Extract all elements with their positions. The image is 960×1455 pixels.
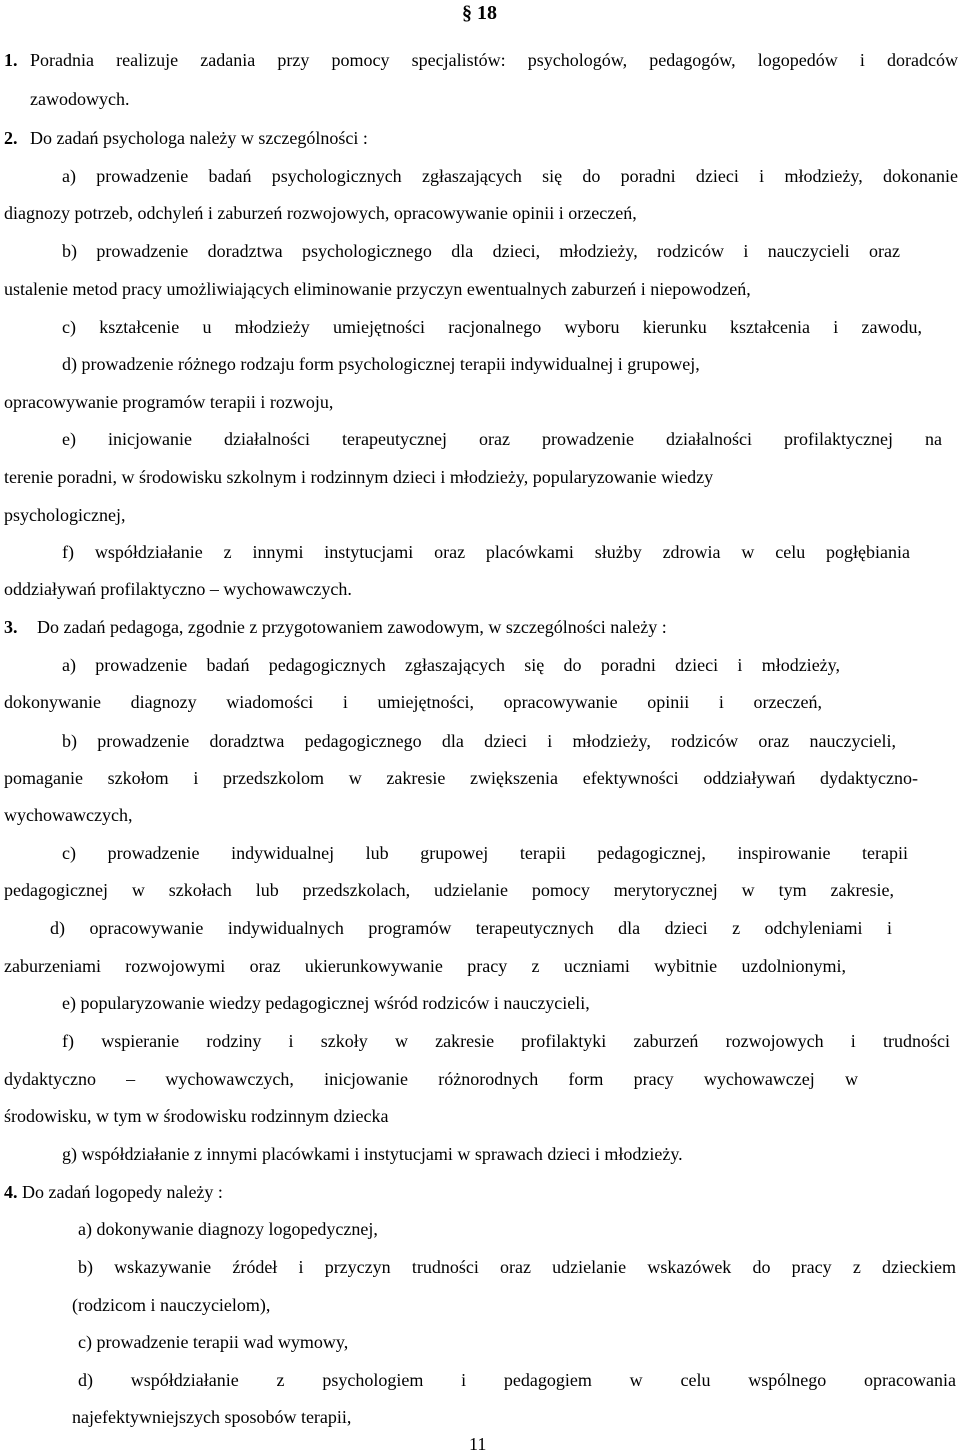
item-4-intro: Do zadań logopedy należy : <box>22 1182 223 1202</box>
pedagogue-task-line: a) prowadzenie badań pedagogicznych zgłaszających się do poradni dzieci i młodzieży, <box>62 655 840 675</box>
pedagogue-task-line: f) wspieranie rodziny i szkoły w zakresie profilaktyki zaburzeń rozwojowych i trudności <box>62 1031 950 1051</box>
pedagogue-task-line: e) popularyzowanie wiedzy pedagogicznej wśród rodziców i nauczycieli, <box>62 993 590 1013</box>
pedagogue-task-line: dokonywanie diagnozy wiadomości i umiejętności, opracowywanie opinii i orzeczeń, <box>4 692 822 712</box>
pedagogue-task-line: środowisku, w tym w środowisku rodzinnym dziecka <box>4 1106 389 1126</box>
page-number: 11 <box>469 1434 487 1454</box>
item-2-number: 2. <box>4 128 18 148</box>
psychologist-task-line: b) prowadzenie doradztwa psychologicznego dla dzieci, młodzieży, rodziców i nauczycieli oraz <box>62 241 900 261</box>
item-2-intro: Do zadań psychologa należy w szczególności : <box>30 128 368 148</box>
psychologist-task-line: c) kształcenie u młodzieży umiejętności racjonalnego wyboru kierunku kształcenia i zawodu, <box>62 317 922 337</box>
psychologist-task-line: opracowywanie programów terapii i rozwoju, <box>4 392 334 412</box>
psychologist-task-line: terenie poradni, w środowisku szkolnym i rodzinnym dzieci i młodzieży, popularyzowanie wiedzy <box>4 467 714 487</box>
section-title: § 18 <box>462 2 497 24</box>
psychologist-task-line: e) inicjowanie działalności terapeutycznej oraz prowadzenie działalności profilaktycznej na <box>62 429 942 449</box>
speech-therapist-task-line: a) dokonywanie diagnozy logopedycznej, <box>78 1219 378 1239</box>
pedagogue-task-line: wychowawczych, <box>4 805 133 825</box>
pedagogue-task-line: g) współdziałanie z innymi placówkami i instytucjami w sprawach dzieci i młodzieży. <box>62 1144 683 1164</box>
speech-therapist-task-line: najefektywniejszych sposobów terapii, <box>72 1407 352 1427</box>
speech-therapist-task-line: (rodzicom i nauczycielom), <box>72 1295 271 1315</box>
pedagogue-task-line: pedagogicznej w szkołach lub przedszkolach, udzielanie pomocy merytorycznej w tym zakresie, <box>4 880 894 900</box>
pedagogue-task-line: pomaganie szkołom i przedszkolom w zakresie zwiększenia efektywności oddziaływań dydaktyczno- <box>4 768 918 788</box>
psychologist-task-line: psychologicznej, <box>4 505 126 525</box>
psychologist-task-line: oddziaływań profilaktyczno – wychowawczych. <box>4 579 352 599</box>
item-1-line: Poradnia realizuje zadania przy pomocy specjalistów: psychologów, pedagogów, logopedów i doradców <box>30 50 958 70</box>
psychologist-task-line: ustalenie metod pracy umożliwiających eliminowanie przyczyn ewentualnych zaburzeń i niepowodzeń, <box>4 279 751 299</box>
pedagogue-task-line: zaburzeniami rozwojowymi oraz ukierunkowywanie pracy z uczniami wybitnie uzdolnionymi, <box>4 956 846 976</box>
item-3-intro: Do zadań pedagoga, zgodnie z przygotowaniem zawodowym, w szczególności należy : <box>37 617 667 637</box>
psychologist-task-line: diagnozy potrzeb, odchyleń i zaburzeń rozwojowych, opracowywanie opinii i orzeczeń, <box>4 203 637 223</box>
pedagogue-task-line: dydaktyczno – wychowawczych, inicjowanie różnorodnych form pracy wychowawczej w <box>4 1069 858 1089</box>
speech-therapist-task-line: b) wskazywanie źródeł i przyczyn trudności oraz udzielanie wskazówek do pracy z dzieckiem <box>78 1257 956 1277</box>
pedagogue-task-line: d) opracowywanie indywidualnych programów terapeutycznych dla dzieci z odchyleniami i <box>50 918 892 938</box>
item-1-line: zawodowych. <box>30 89 130 109</box>
psychologist-task-line: a) prowadzenie badań psychologicznych zgłaszających się do poradni dzieci i młodzieży, dokonanie <box>62 166 958 186</box>
pedagogue-task-line: c) prowadzenie indywidualnej lub grupowej terapii pedagogicznej, inspirowanie terapii <box>62 843 908 863</box>
item-1-number: 1. <box>4 50 18 70</box>
psychologist-task-line: d) prowadzenie różnego rodzaju form psychologicznej terapii indywidualnej i grupowej, <box>62 354 700 374</box>
speech-therapist-task-line: c) prowadzenie terapii wad wymowy, <box>78 1332 349 1352</box>
psychologist-task-line: f) współdziałanie z innymi instytucjami oraz placówkami służby zdrowia w celu pogłębiania <box>62 542 910 562</box>
speech-therapist-task-line: d) współdziałanie z psychologiem i pedagogiem w celu wspólnego opracowania <box>78 1370 956 1390</box>
item-4-number: 4. <box>4 1182 18 1202</box>
pedagogue-task-line: b) prowadzenie doradztwa pedagogicznego dla dzieci i młodzieży, rodziców oraz nauczycieli, <box>62 731 896 751</box>
item-3-number: 3. <box>4 617 18 637</box>
